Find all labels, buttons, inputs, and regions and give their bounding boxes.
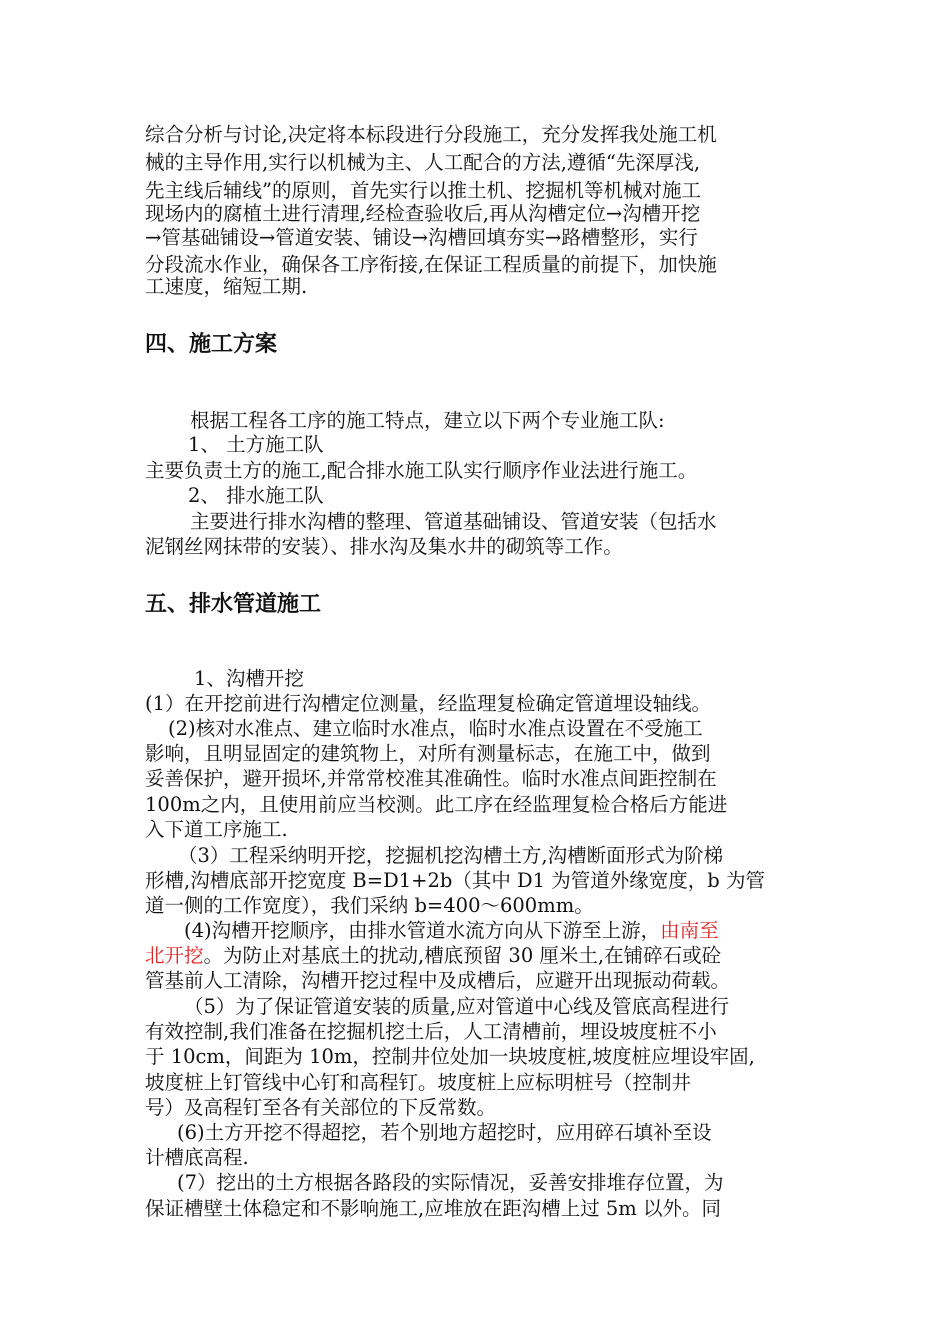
section5-line: (2)核对水准点、建立临时水准点，临时水准点设置在不受施工 [168, 717, 703, 740]
section5-line: （3）工程采纳明开挖，挖掘机挖沟槽土方,沟槽断面形式为阶梯 [178, 844, 724, 867]
section5-line: (6)土方开挖不得超挖，若个别地方超挖时，应用碎石填补至设 [177, 1121, 712, 1144]
section5-line: 影响，且明显固定的建筑物上，对所有测量标志，在施工中，做到 [145, 742, 711, 765]
intro-line: 械的主导作用,实行以机械为主、人工配合的方法,遵循“先深厚浅, [145, 151, 701, 174]
intro-line: 现场内的腐植土进行清理,经检查验收后,再从沟槽定位→沟槽开挖 [145, 202, 701, 225]
section5-line: 道一侧的工作宽度），我们采纳 b=400～600mm。 [145, 894, 594, 917]
p4-text: 。为防止对基底土的扰动,槽底预留 30 厘米土,在铺碎石或砼 [203, 944, 722, 967]
section-heading-4: 四、施工方案 [145, 332, 278, 357]
section4-line: 主要负责土方的施工,配合排水施工队实行顺序作业法进行施工。 [145, 459, 698, 482]
section5-line: 计槽底高程. [145, 1146, 249, 1169]
intro-line: →管基础铺设→管道安装、铺设→沟槽回填夯实→路槽整形，实行 [145, 226, 698, 249]
section4-item-1: 1、 土方施工队 [188, 433, 324, 456]
section5-line: 有效控制,我们准备在挖掘机挖土后，人工清槽前，埋设坡度桩不小 [145, 1020, 717, 1043]
intro-line: 工速度，缩短工期. [145, 275, 308, 298]
section4-item-2: 2、 排水施工队 [188, 484, 324, 507]
section5-line: 于 10cm，间距为 10m，控制井位处加一块坡度桩,坡度桩应埋设牢固, [145, 1045, 755, 1068]
section4-line: 泥钢丝网抹带的安装）、排水沟及集水井的砌筑等工作。 [145, 535, 623, 558]
section5-line: 形槽,沟槽底部开挖宽度 B=D1+2b（其中 D1 为管道外缘宽度，b 为管 [145, 869, 765, 892]
section5-line: 100m之内，且使用前应当校测。此工序在经监理复检合格后方能进 [145, 793, 728, 816]
section4-line: 主要进行排水沟槽的整理、管道基础铺设、管道安装（包括水 [190, 510, 717, 533]
section5-line: （5）为了保证管道安装的质量,应对管道中心线及管底高程进行 [184, 995, 730, 1018]
intro-line: 先主线后辅线”的原则，首先实行以推土机、挖掘机等机械对施工 [145, 179, 701, 202]
p4-text: (4)沟槽开挖顺序，由排水管道水流方向从下游至上游， [184, 919, 661, 942]
section5-line: 妥善保护，避开损坏,并常常校准其准确性。临时水准点间距控制在 [145, 767, 717, 790]
intro-line: 综合分析与讨论,决定将本标段进行分段施工，充分发挥我处施工机 [145, 123, 717, 146]
section4-line: 根据工程各工序的施工特点，建立以下两个专业施工队: [190, 409, 665, 432]
section5-line: 管基前人工清除，沟槽开挖过程中及成槽后，应避开出现振动荷载。 [145, 969, 731, 992]
section-heading-5: 五、排水管道施工 [145, 592, 322, 617]
section5-line: (7）挖出的土方根据各路段的实际情况，妥善安排堆存位置，为 [177, 1171, 724, 1194]
highlighted-text: 北开挖 [145, 944, 204, 967]
section5-line: 坡度桩上钉管线中心钉和高程钉。坡度桩上应标明桩号（控制井 [145, 1071, 692, 1094]
section5-line: 号）及高程钉至各有关部位的下反常数。 [145, 1096, 497, 1119]
section5-subheading: 1、沟槽开挖 [194, 667, 304, 690]
intro-line: 分段流水作业，确保各工序衔接,在保证工程质量的前提下，加快施 [145, 253, 717, 276]
section5-line: (1）在开挖前进行沟槽定位测量，经监理复检确定管道埋设轴线。 [145, 692, 712, 715]
section5-line: 保证槽壁土体稳定和不影响施工,应堆放在距沟槽上过 5m 以外。同 [145, 1197, 721, 1220]
highlighted-text: 由南至 [660, 919, 719, 942]
section5-line: 入下道工序施工. [145, 818, 288, 841]
